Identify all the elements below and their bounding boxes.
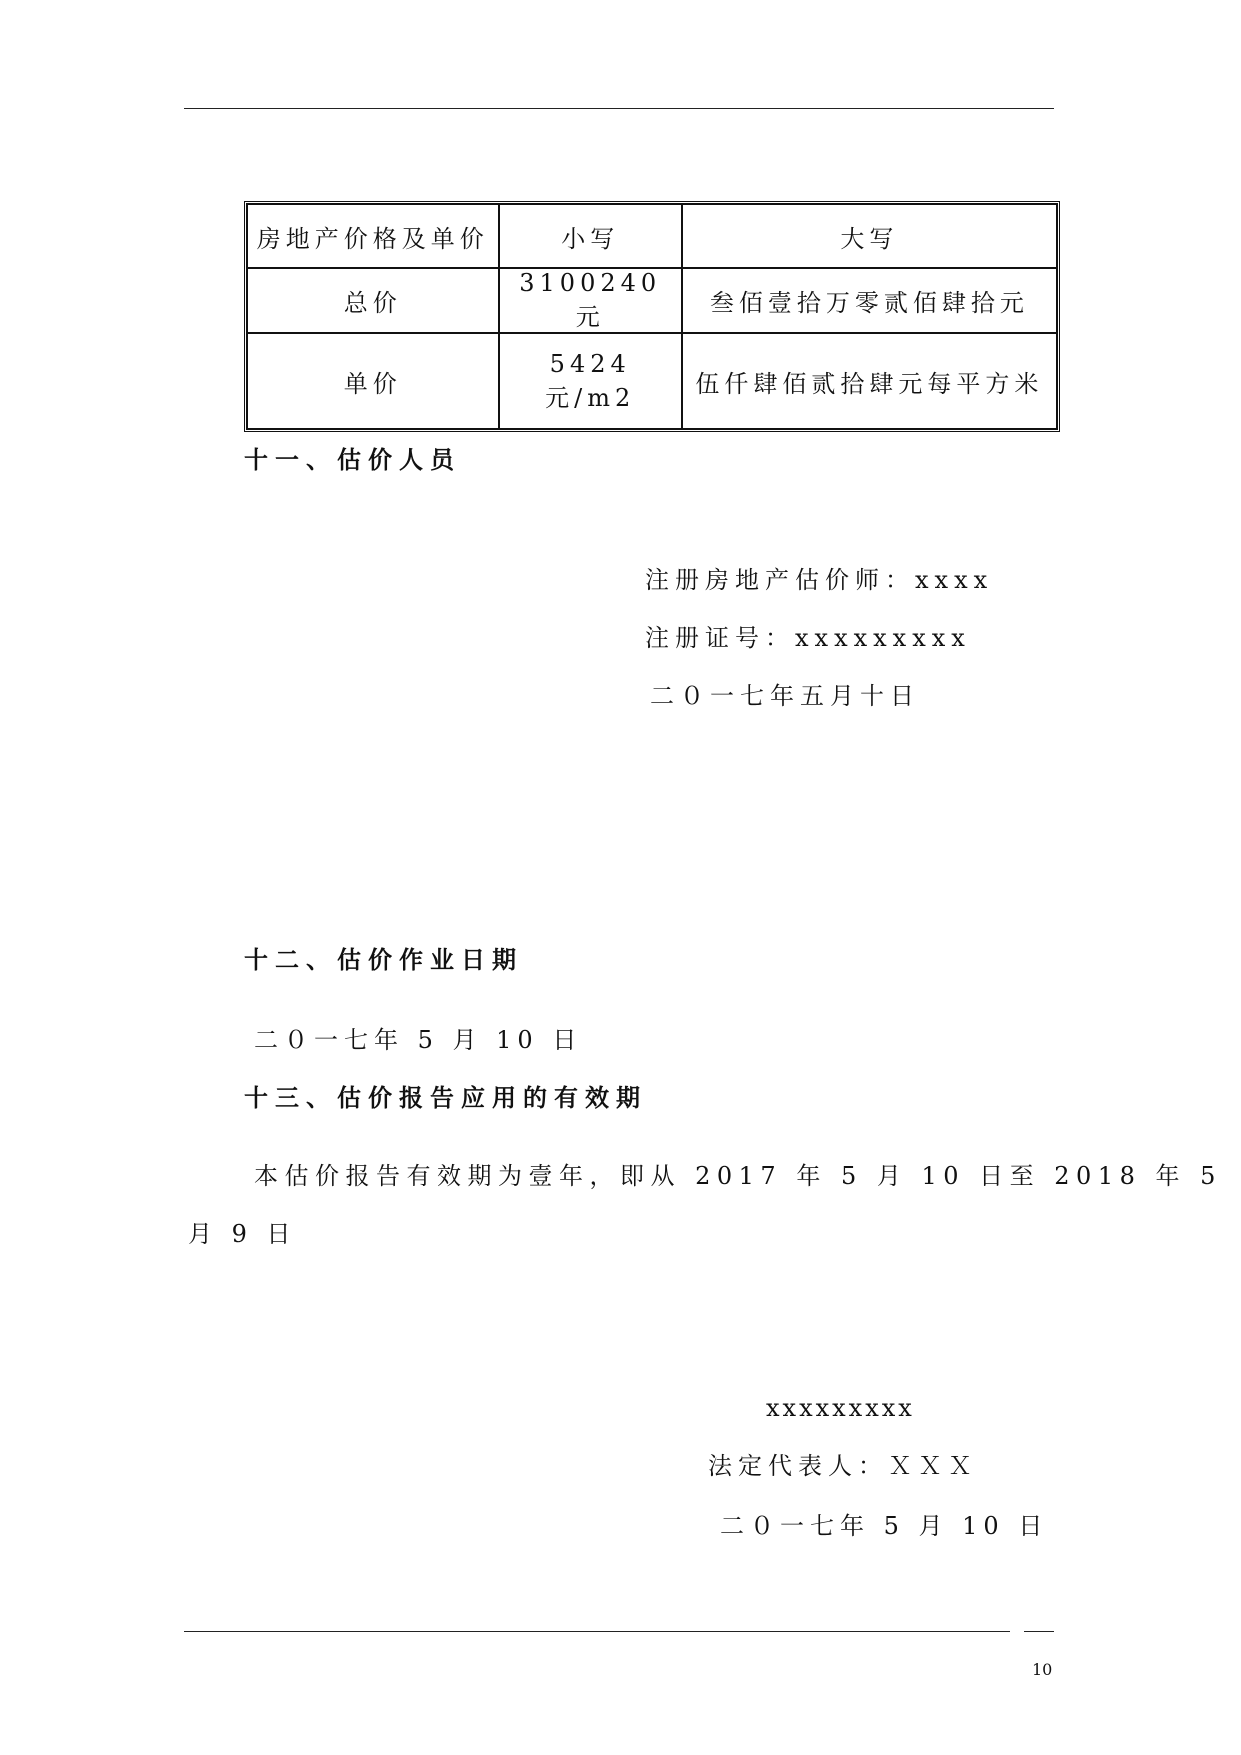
legal-representative: 法定代表人：ＸＸＸ [708, 1452, 978, 1480]
footer-rule [184, 1631, 1010, 1632]
validity-paragraph-line1: 本估价报告有效期为壹年，即从 2017 年 5 月 10 日至 2018 年 5 [254, 1162, 1222, 1190]
cert-line: 注册证号：xxxxxxxxx [645, 624, 971, 652]
signature-date: 二０一七年 5 月 10 日 [720, 1512, 1049, 1540]
header-cell: 房地产价格及单价 [247, 204, 499, 268]
table-header-row [247, 204, 1057, 268]
page-number: 10 [1032, 1660, 1053, 1679]
header-rule [184, 108, 1054, 109]
section13-heading: 十三、估价报告应用的有效期 [244, 1084, 647, 1112]
table-row [247, 268, 1057, 333]
company-name: xxxxxxxxx [766, 1394, 915, 1422]
row-label: 总价 [247, 268, 499, 333]
row-value-uppercase: 叁佰壹拾万零贰佰肆拾元 [682, 268, 1057, 333]
header-cell: 小写 [499, 204, 682, 268]
row-label: 单价 [247, 333, 499, 429]
header-cell: 大写 [682, 204, 1057, 268]
row-value: 5424 元/m2 [499, 333, 682, 429]
appraiser-line: 注册房地产估价师：xxxx [645, 566, 994, 594]
section11-heading: 十一、估价人员 [244, 446, 461, 474]
section12-heading: 十二、估价作业日期 [244, 946, 523, 974]
table-row [247, 333, 1057, 429]
section12-date: 二０一七年 5 月 10 日 [254, 1026, 583, 1054]
row-value-uppercase: 伍仟肆佰贰拾肆元每平方米 [682, 333, 1057, 429]
section11-date: 二０一七年五月十日 [650, 682, 920, 710]
row-value: 3100240 元 [499, 268, 682, 333]
footer-rule-short [1024, 1631, 1054, 1632]
validity-paragraph-line2: 月 9 日 [188, 1220, 297, 1248]
price-table [244, 201, 1060, 432]
